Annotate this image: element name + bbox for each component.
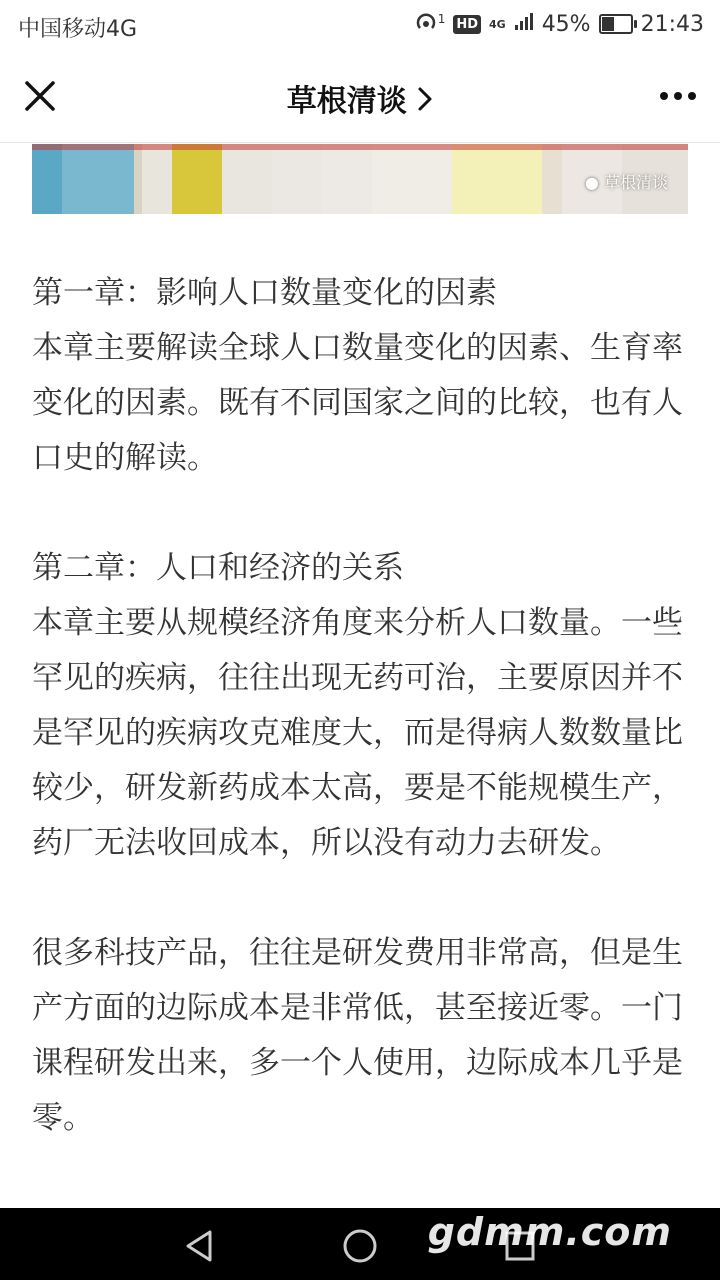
hotspot-icon: [414, 10, 438, 38]
clock: 21:43: [640, 11, 704, 37]
hd-badge: HD: [453, 15, 481, 34]
paragraph-chapter-2: 第二章：人口和经济的关系 本章主要从规模经济角度来分析人口数量。一些罕见的疾病，往往出现无药可治，主要原因并不是罕见的疾病攻克难度大，而是得病人数数量比较少，研发新药成本太高，要是不能规模生产，药厂无法收回成本，所以没有动力去研发。: [32, 550, 683, 861]
back-button[interactable]: [180, 1226, 220, 1266]
battery-icon: [599, 14, 633, 34]
paragraph-tech-products: 很多科技产品，往往是研发费用非常高，但是生产方面的边际成本是非常低，甚至接近零。一门课程研发出来，多一个人使用，边际成本几乎是零。: [32, 935, 683, 1136]
image-watermark: [585, 170, 668, 193]
system-nav-bar: [0, 1208, 720, 1280]
site-watermark: gdmm.com: [427, 1210, 672, 1254]
status-icons: [414, 10, 704, 38]
more-button[interactable]: [656, 78, 700, 114]
page-title: 草根清谈: [286, 84, 407, 119]
more-icon: [656, 78, 700, 114]
signal-indicator: 1: [437, 12, 446, 26]
watermark-text: 草根清谈: [603, 173, 668, 192]
status-bar: [0, 0, 720, 50]
article-body: [32, 266, 692, 1146]
network-type: 4G: [489, 17, 506, 31]
title-bar: [0, 50, 720, 143]
account-title-link[interactable]: [0, 76, 720, 121]
battery-percent: 45%: [541, 11, 591, 37]
chevron-right-icon: [417, 85, 433, 121]
wechat-icon: ●: [584, 173, 599, 192]
back-triangle-icon: [180, 1226, 220, 1266]
home-circle-icon: [340, 1226, 380, 1266]
carrier-label: 中国移动4G: [18, 17, 138, 42]
paragraph-chapter-1: 第一章：影响人口数量变化的因素 本章主要解读全球人口数量变化的因素、生育率变化的因素。既有不同国家之间的比较，也有人口史的解读。: [32, 275, 683, 476]
article-cover-image: [32, 144, 688, 214]
home-button[interactable]: [340, 1226, 380, 1266]
signal-bars-icon: [514, 11, 534, 37]
